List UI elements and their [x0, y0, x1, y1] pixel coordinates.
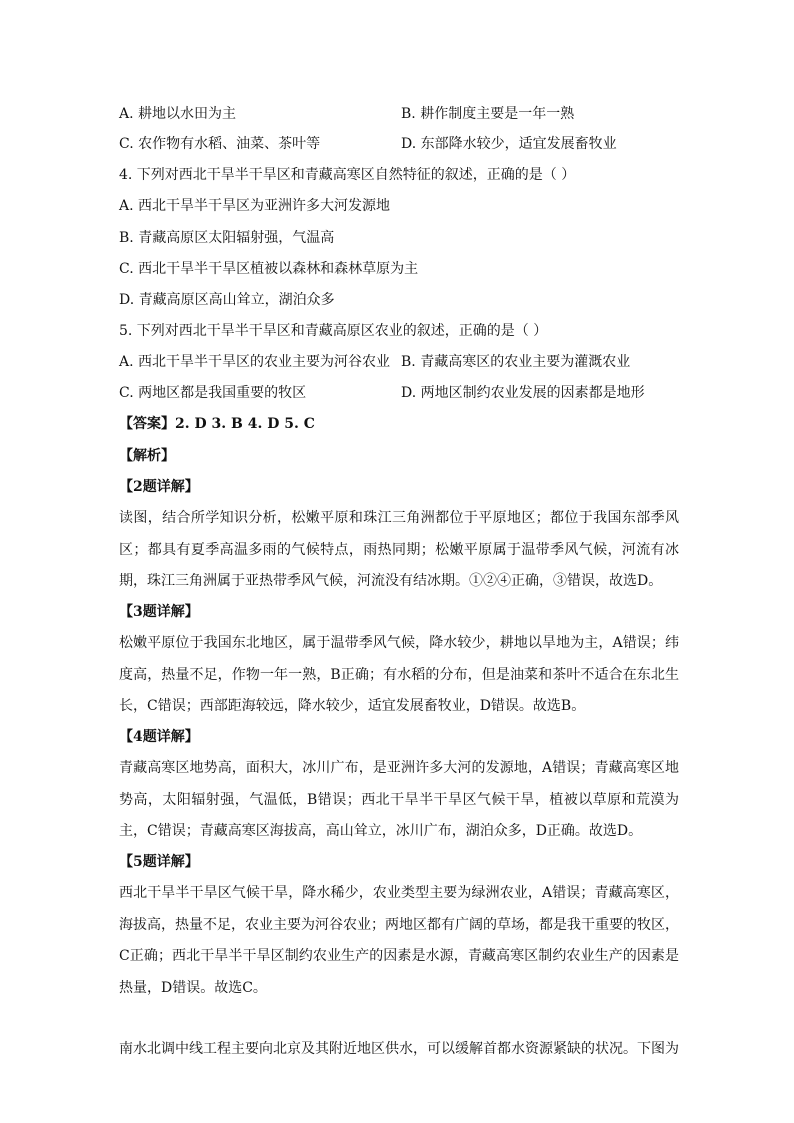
q5-option-a: A. 西北干旱半干旱区的农业主要为河谷农业 [119, 354, 391, 370]
q4-explain-text: 青藏高寒区地势高，面积大，冰川广布，是亚洲许多大河的发源地，A错误；青藏高寒区地势高，太阳辐射强，气温低，B错误；西北干旱半干旱区气候干旱，植被以草原和荒漠为主，C错误；青藏高寒区海拔高，高山耸立，冰川广布，湖泊众多，D正确。故选D。 [119, 760, 679, 839]
q5-option-c: C. 两地区都是我国重要的牧区 [119, 385, 307, 401]
q3-option-d: D. 东部降水较少，适宜发展畜牧业 [401, 136, 617, 152]
answer-line: 【答案】2. D 3. B 4. D 5. C [119, 416, 315, 432]
q4-stem: 4. 下列对西北干旱半干旱区和青藏高寒区自然特征的叙述，正确的是（ ） [119, 167, 576, 183]
q4-option-d: D. 青藏高原区高山耸立，湖泊众多 [119, 292, 335, 308]
q3-options-row-1 [119, 104, 679, 124]
q5-options-row-2 [119, 383, 679, 403]
q3-option-b: B. 耕作制度主要是一年一熟 [401, 106, 575, 122]
q5-explain-heading: 【5题详解】 [119, 854, 199, 870]
q2-explain-text: 读图，结合所学知识分析，松嫩平原和珠江三角洲都位于平原地区；都位于我国东部季风区；都具有夏季高温多雨的气候特点，雨热同期；松嫩平原属于温带季风气候，河流有冰期，珠江三角洲属于亚热带季风气候，河流没有结冰期。①②④正确，③错误，故选D。 [119, 510, 679, 589]
q4-option-c: C. 西北干旱半干旱区植被以森林和森林草原为主 [119, 261, 419, 277]
q5-options-row-1 [119, 352, 679, 372]
q4-option-b: B. 青藏高原区太阳辐射强，气温高 [119, 230, 335, 246]
trailing-text: 南水北调中线工程主要向北京及其附近地区供水，可以缓解首都水资源紧缺的状况。下图为 [119, 1041, 679, 1057]
q4-option-a: A. 西北干旱半干旱区为亚洲许多大河发源地 [119, 198, 391, 214]
analysis-heading: 【解析】 [119, 448, 175, 464]
q5-explain-text: 西北干旱半干旱区气候干旱，降水稀少，农业类型主要为绿洲农业，A错误；青藏高寒区，海拔高，热量不足，农业主要为河谷农业；两地区都有广阔的草场，都是我干重要的牧区，C正确；西北干旱半干旱区制约农业生产的因素是水源，青藏高寒区制约农业生产的因素是热量，D错误。故选C。 [119, 885, 679, 996]
q5-stem: 5. 下列对西北干旱半干旱区和青藏高原区农业的叙述，正确的是（ ） [119, 323, 548, 339]
q3-option-a: A. 耕地以水田为主 [119, 106, 237, 122]
q4-explain-heading: 【4题详解】 [119, 729, 199, 745]
q3-options-row-2 [119, 134, 679, 154]
q3-explain-heading: 【3题详解】 [119, 604, 199, 620]
q2-explain-heading: 【2题详解】 [119, 479, 199, 495]
q3-explain-text: 松嫩平原位于我国东北地区，属于温带季风气候，降水较少，耕地以旱地为主，A错误；纬度高，热量不足，作物一年一熟，B正确；有水稻的分布，但是油菜和茶叶不适合在东北生长，C错误；西部距海较远，降水较少，适宜发展畜牧业，D错误。故选B。 [119, 635, 679, 714]
q5-option-d: D. 两地区制约农业发展的因素都是地形 [401, 385, 645, 401]
q3-option-c: C. 农作物有水稻、油菜、茶叶等 [119, 136, 321, 152]
q5-option-b: B. 青藏高寒区的农业主要为灌溉农业 [401, 354, 631, 370]
